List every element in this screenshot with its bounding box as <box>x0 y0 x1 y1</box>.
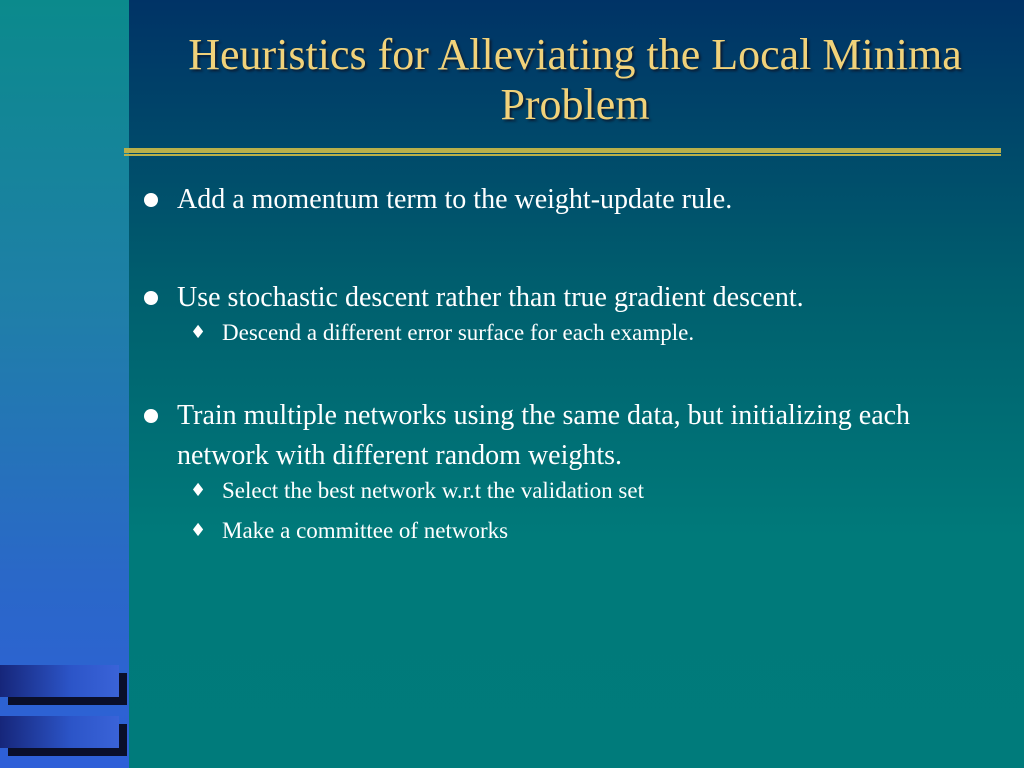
sub-bullet-text: Make a committee of networks <box>222 518 509 543</box>
sub-bullet-item <box>140 516 1000 546</box>
diamond-icon: ♦ <box>190 322 207 343</box>
bullet-text: Use stochastic descent rather than true gradient descent. <box>177 282 804 313</box>
filled-circle-icon <box>144 193 158 207</box>
sub-bullet-text: Select the best network w.r.t the validation set <box>222 478 644 503</box>
diamond-icon: ♦ <box>190 480 207 501</box>
filled-circle-icon <box>144 409 158 423</box>
bullet-text: Train multiple networks using the same data, but initializing each network with different random weights. <box>177 400 911 471</box>
bullet-text: Add a momentum term to the weight-update rule. <box>177 184 733 215</box>
filled-circle-icon <box>144 291 158 305</box>
title-underline-rule <box>124 148 1001 156</box>
diamond-icon: ♦ <box>190 520 207 541</box>
decorative-block-bottom <box>0 716 119 748</box>
decorative-block-top <box>0 665 119 697</box>
bullet-item <box>140 396 1000 476</box>
left-decorative-band <box>0 0 129 768</box>
sub-bullet-item <box>140 318 1000 348</box>
bullet-item <box>140 278 1000 318</box>
slide-body <box>140 180 1000 546</box>
bullet-item <box>140 180 1000 220</box>
slide-title: Heuristics for Alleviating the Local Minima Problem <box>188 30 962 129</box>
sub-bullet-text: Descend a different error surface for each example. <box>222 320 695 345</box>
sub-bullet-item <box>140 476 1000 506</box>
